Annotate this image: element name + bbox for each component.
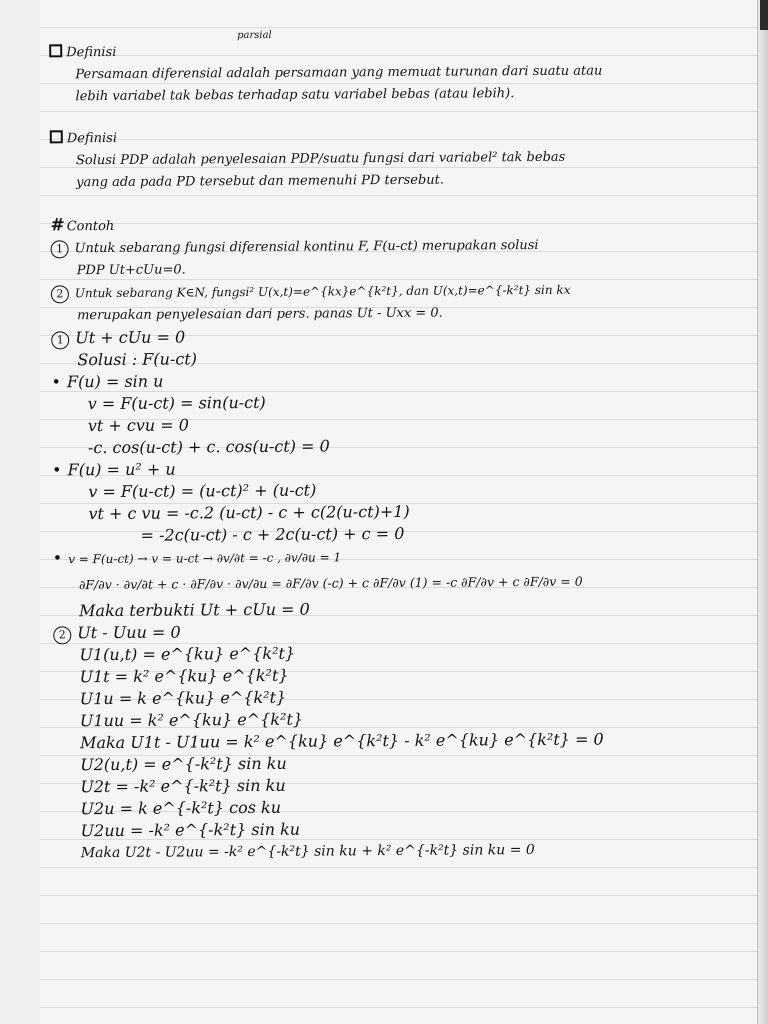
bullet-icon: • — [51, 372, 62, 392]
equation: v = F(u-ct) = (u-ct)² + (u-ct) — [88, 480, 317, 502]
examples-title: Contoh — [66, 218, 115, 235]
checkbox-icon — [50, 130, 63, 143]
number-circle: 2 — [53, 626, 71, 644]
equation: U1uu = k² e^{ku} e^{k²t} — [79, 709, 304, 731]
definition-text: Solusi PDP adalah penyelesaian PDP/suatu fungsi dari variabel² tak bebas — [75, 149, 566, 169]
number-circle: 2 — [51, 285, 69, 303]
equation: = -2c(u-ct) - c + 2c(u-ct) + c = 0 — [140, 523, 405, 545]
example-text: Untuk sebarang fungsi diferensial kontinu F, F(u-ct) merupakan solusi — [74, 237, 539, 257]
example-text: merupakan penyelesaian dari pers. panas Ut - Uxx = 0. — [76, 305, 443, 324]
equation: F(u) = u² + u — [67, 459, 176, 480]
definition-text: lebih variabel tak bebas terhadap satu variabel bebas (atau lebih). — [75, 86, 515, 105]
hash-icon: # — [50, 215, 65, 236]
equation: U2t = -k² e^{-k²t} sin ku — [80, 775, 286, 797]
equation: U2uu = -k² e^{-k²t} sin ku — [80, 819, 301, 841]
equation: U2u = k e^{-k²t} cos ku — [80, 797, 282, 819]
annotation-parsial: parsial — [237, 29, 272, 42]
definition-text: Persamaan diferensial adalah persamaan yang memuat turunan dari suatu atau — [75, 63, 603, 83]
conclusion: Maka U1t - U1uu = k² e^{ku} e^{k²t} - k² e^{ku} e^{k²t} = 0 — [79, 729, 604, 753]
equation: F(u) = sin u — [66, 371, 164, 392]
handwritten-notes — [49, 29, 740, 865]
bullet-icon: • — [52, 548, 63, 568]
equation: U1t = k² e^{ku} e^{k²t} — [79, 665, 289, 687]
equation: v = F(u-ct) → v = u-ct → ∂v/∂t = -c , ∂v/∂u = 1 — [68, 550, 342, 567]
equation: -c. cos(u-ct) + c. cos(u-ct) = 0 — [87, 436, 330, 458]
checkbox-icon — [49, 44, 62, 57]
conclusion: Maka U2t - U2uu = -k² e^{-k²t} sin ku + k² e^{-k²t} sin ku = 0 — [80, 842, 535, 862]
page-edge — [757, 0, 768, 1024]
equation: vt + c vu = -c.2 (u-ct) - c + c(2(u-ct)+1) — [88, 501, 410, 524]
page-corner-tab — [760, 0, 768, 30]
page-margin — [0, 0, 40, 1024]
equation: vt + cvu = 0 — [87, 415, 189, 436]
bullet-icon: • — [52, 460, 62, 480]
equation: Ut + cUu = 0 — [75, 327, 186, 348]
example-text: Untuk sebarang K∈N, fungsi² U(x,t)=e^{kx}e^{k²t}, dan U(x,t)=e^{-k²t} sin kx — [74, 282, 571, 301]
number-circle: 1 — [51, 240, 69, 258]
definition-title: Definisi — [66, 130, 118, 147]
solution-1 — [51, 323, 738, 623]
definition-2 — [50, 124, 735, 195]
equation: U2(u,t) = e^{-k²t} sin ku — [80, 753, 287, 775]
equation: v = F(u-ct) = sin(u-ct) — [87, 392, 266, 414]
solution-2 — [53, 618, 740, 865]
equation: U1u = k e^{ku} e^{k²t} — [79, 687, 287, 709]
number-circle: 1 — [51, 331, 69, 349]
equation: U1(u,t) = e^{ku} e^{k²t} — [79, 643, 296, 665]
examples — [50, 210, 736, 328]
equation: Ut - Uuu = 0 — [77, 622, 181, 643]
definition-text: yang ada pada PD tersebut dan memenuhi PD tersebut. — [76, 172, 445, 191]
example-text: PDP Ut+cUu=0. — [76, 262, 186, 279]
chain-rule-equation: ∂F/∂v · ∂v/∂t + c · ∂F/∂v · ∂v/∂u = ∂F/∂v (-c) + c ∂F/∂v (1) = -c ∂F/∂v + c ∂F/∂v = 0 — [78, 573, 583, 593]
definition-1 — [49, 29, 734, 109]
conclusion: Maka terbukti Ut + cUu = 0 — [79, 599, 310, 621]
solution-text: Solusi : F(u-ct) — [77, 349, 198, 370]
definition-title: Definisi — [66, 44, 117, 61]
